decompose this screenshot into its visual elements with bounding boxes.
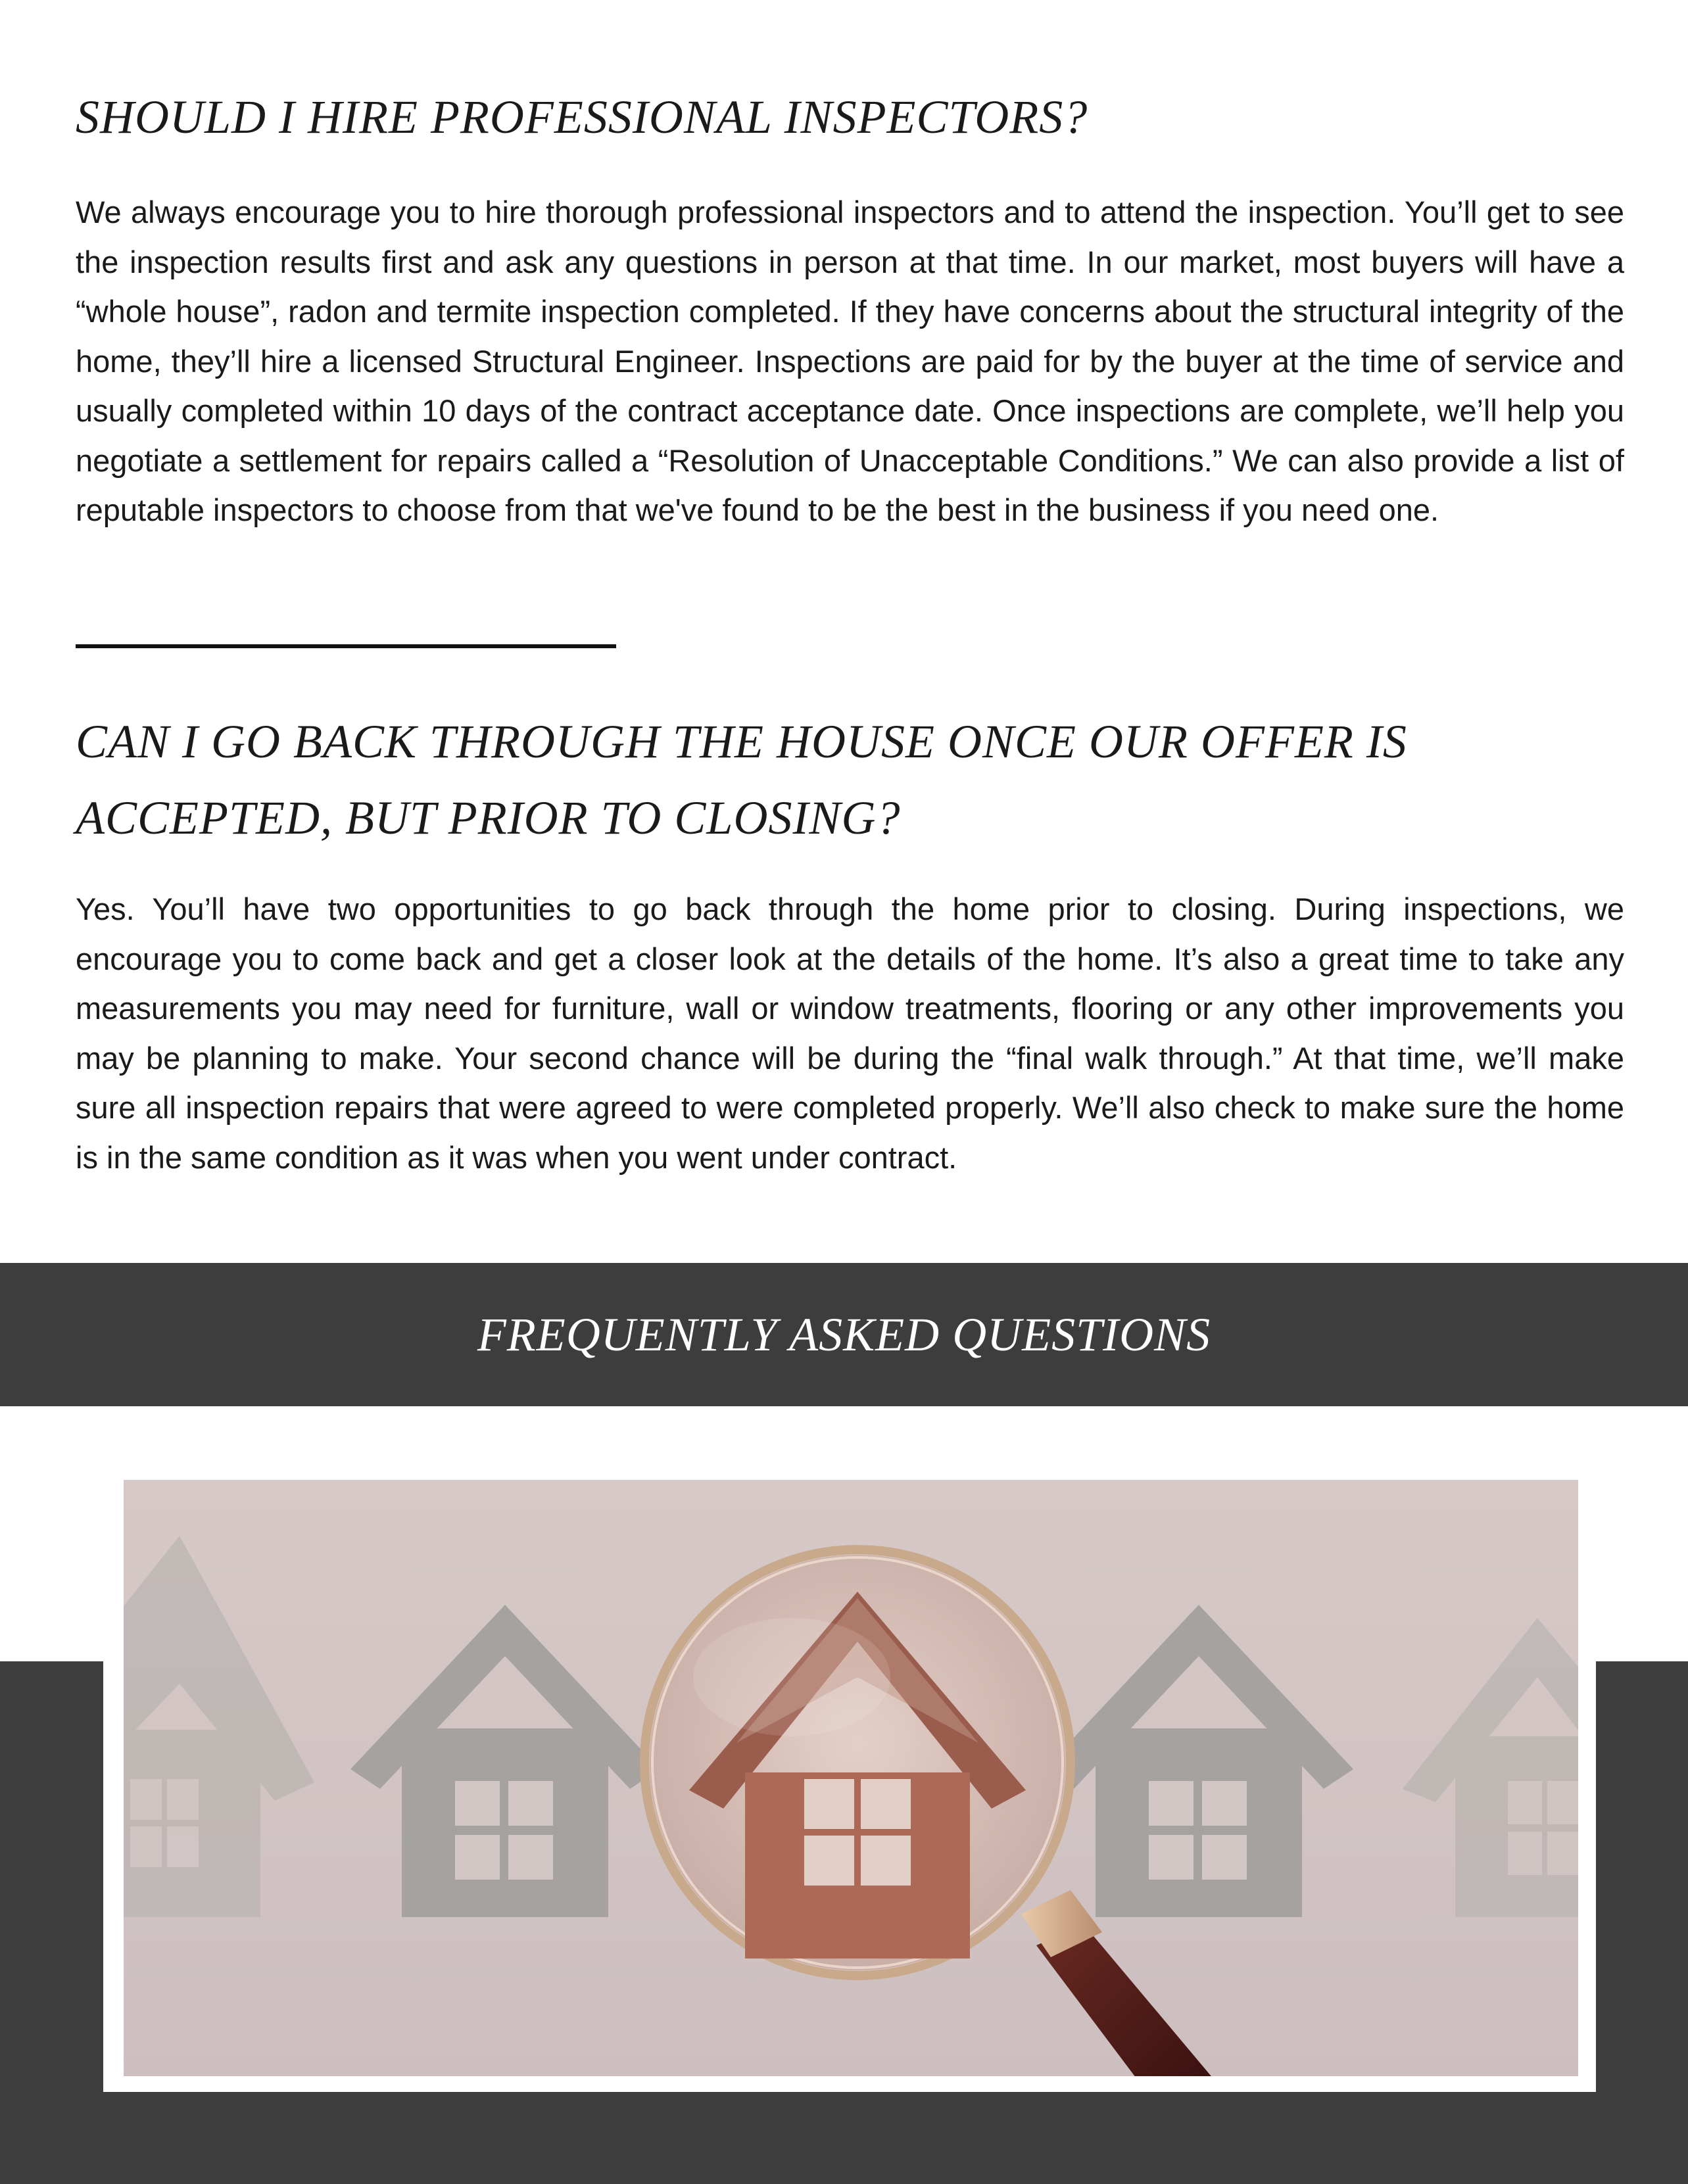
- section-divider: [76, 644, 616, 648]
- section1-body: We always encourage you to hire thorough professional inspectors and to attend the inspection. You’ll get to see the inspection results first and ask any questions in person at that time. In our market, most buyers will have a “whole house”, radon and termite inspection completed. If they have concerns about the structural integrity of the home, they’ll hire a licensed Structural Engineer. Inspections are paid for by the buyer at the time of service and usually completed within 10 days of the contract acceptance date. Once inspections are complete, we’ll help you negotiate a settlement for repairs called a “Resolution of Unacceptable Conditions.” We can also provide a list of reputable inspectors to choose from that we've found to be the best in the business if you need one.: [76, 195, 1624, 527]
- faq-banner: [0, 1263, 1688, 1406]
- magnifying-glass-house-photo: [124, 1480, 1578, 2076]
- section2-heading: CAN I GO BACK THROUGH THE HOUSE ONCE OUR OFFER IS ACCEPTED, BUT PRIOR TO CLOSING?: [76, 715, 1407, 844]
- section2-body: Yes. You’ll have two opportunities to go back through the home prior to closing. During inspections, we encourage you to come back and get a closer look at the details of the home. It’s also a great time to take any measurements you may need for furniture, wall or window treatments, flooring or any other improvements you may be planning to make. Your second chance will be during the “final walk through.” At that time, we’ll make sure all inspection repairs that were agreed to were completed properly. We’ll also check to make sure the home is in the same condition as it was when you went under contract.: [76, 891, 1624, 1175]
- section1-heading: SHOULD I HIRE PROFESSIONAL INSPECTORS?: [76, 91, 1088, 143]
- faq-banner-title: FREQUENTLY ASKED QUESTIONS: [477, 1308, 1211, 1361]
